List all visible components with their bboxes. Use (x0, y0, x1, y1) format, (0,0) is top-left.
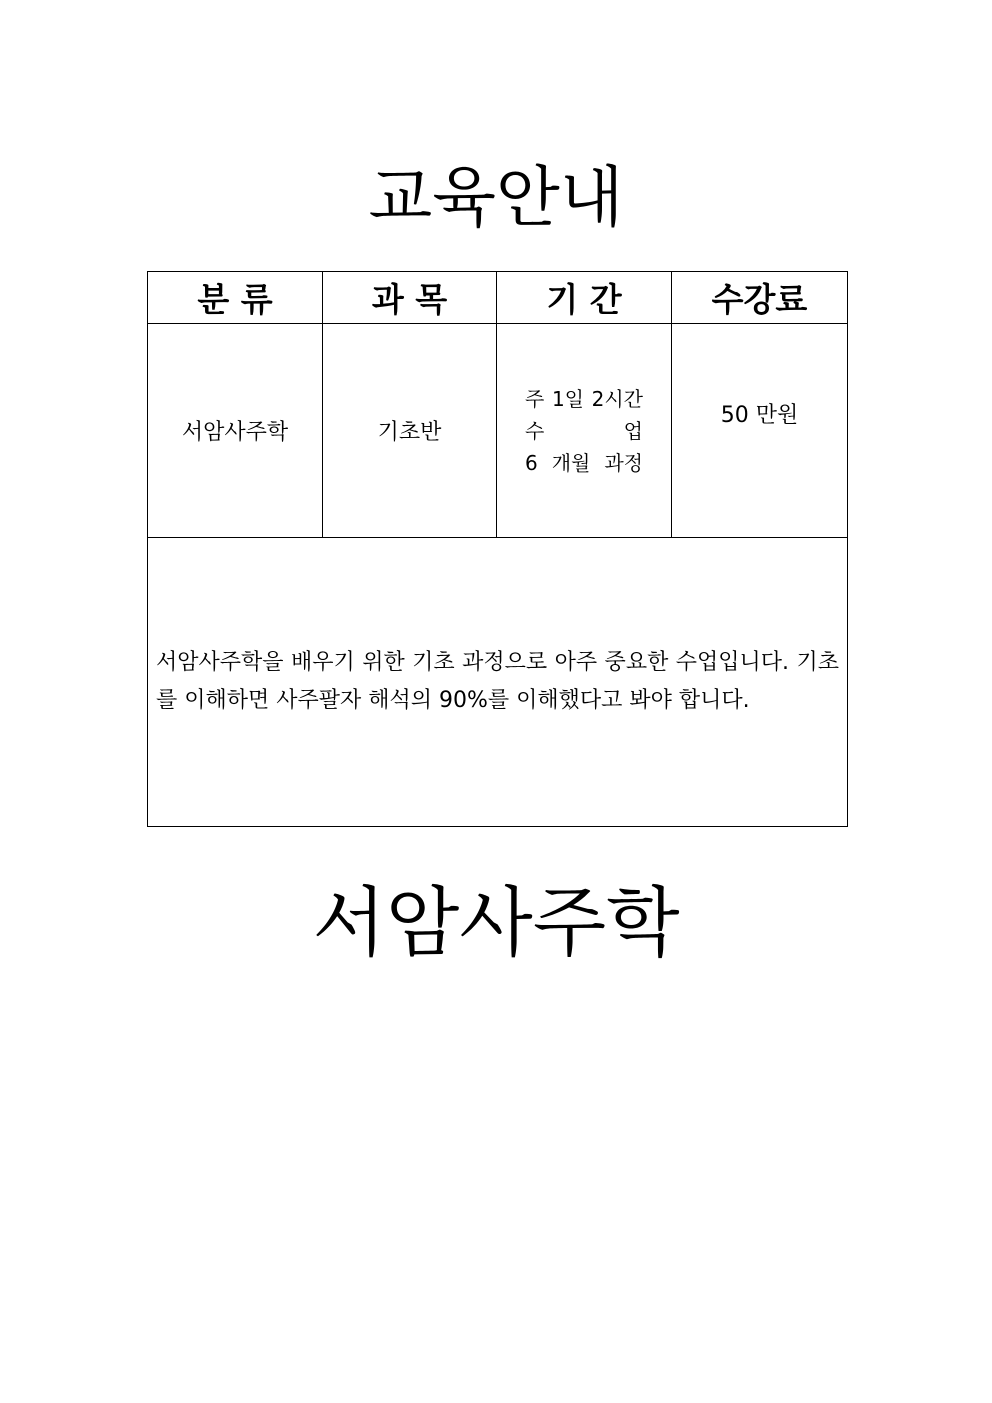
category-cell: 서암사주학 (148, 324, 323, 538)
period-line: 수 업 (525, 418, 643, 443)
footer-title: 서암사주학 (312, 878, 680, 967)
description-text: 서암사주학을 배우기 위한 기초 과정으로 아주 중요한 수업입니다. 기초를 이해하면 사주팔자 해석의 90%를 이해했다고 봐야 합니다. (148, 538, 848, 827)
table-row (148, 324, 848, 538)
table-header-row (148, 272, 848, 324)
description-row (148, 538, 848, 827)
header-subject: 과 목 (323, 272, 497, 324)
period-line: 6 개월 과정 (525, 450, 643, 475)
education-table (147, 271, 848, 827)
fee-cell: 50 만원 (672, 324, 848, 538)
period-cell (497, 324, 672, 538)
header-category: 분 류 (148, 272, 323, 324)
page-title: 교육안내 (368, 159, 624, 236)
header-fee: 수강료 (672, 272, 848, 324)
header-period: 기 간 (497, 272, 672, 324)
subject-cell: 기초반 (323, 324, 497, 538)
period-line: 주 1일 2시간 (525, 386, 643, 411)
